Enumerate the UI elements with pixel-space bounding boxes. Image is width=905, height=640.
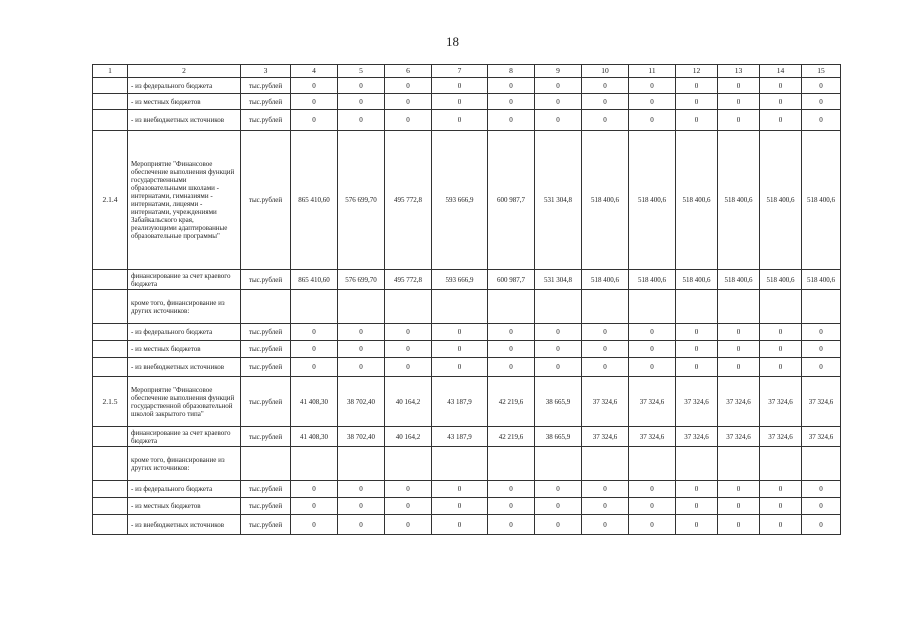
value-cell: 518 400,6	[718, 131, 760, 270]
value-cell: 0	[802, 341, 841, 358]
value-cell: 37 324,6	[676, 427, 718, 447]
value-cell	[338, 447, 385, 481]
value-cell	[582, 447, 629, 481]
value-cell: 0	[802, 498, 841, 515]
row-name: - из внебюджетных источников	[128, 515, 241, 535]
value-cell: 0	[488, 324, 535, 341]
column-number: 2	[128, 65, 241, 78]
value-cell: 0	[760, 324, 802, 341]
value-cell: 0	[676, 110, 718, 131]
value-cell: 0	[802, 358, 841, 377]
value-cell: 0	[488, 498, 535, 515]
row-unit: тыс.рублей	[241, 481, 291, 498]
column-number: 5	[338, 65, 385, 78]
column-number: 10	[582, 65, 629, 78]
column-number: 15	[802, 65, 841, 78]
value-cell: 37 324,6	[582, 377, 629, 427]
row-unit: тыс.рублей	[241, 110, 291, 131]
row-code	[93, 324, 128, 341]
value-cell: 40 164,2	[385, 427, 432, 447]
row-name: Мероприятие "Финансовое обеспечение выполнения функций государственной образовательной школой закрытого типа"	[128, 377, 241, 427]
table-row	[93, 324, 841, 341]
row-code	[93, 515, 128, 535]
value-cell: 518 400,6	[802, 270, 841, 290]
value-cell: 0	[535, 481, 582, 498]
value-cell	[338, 290, 385, 324]
value-cell: 0	[535, 110, 582, 131]
value-cell: 0	[582, 110, 629, 131]
value-cell: 0	[432, 110, 488, 131]
value-cell: 0	[535, 324, 582, 341]
value-cell: 37 324,6	[676, 377, 718, 427]
value-cell: 0	[582, 498, 629, 515]
value-cell: 518 400,6	[718, 270, 760, 290]
value-cell: 0	[535, 341, 582, 358]
value-cell: 0	[582, 94, 629, 110]
value-cell: 0	[802, 78, 841, 94]
value-cell: 0	[291, 515, 338, 535]
value-cell: 0	[432, 481, 488, 498]
value-cell: 0	[676, 481, 718, 498]
value-cell: 600 987,7	[488, 270, 535, 290]
value-cell: 0	[802, 324, 841, 341]
column-number: 3	[241, 65, 291, 78]
value-cell	[718, 290, 760, 324]
value-cell: 0	[802, 94, 841, 110]
value-cell	[432, 290, 488, 324]
value-cell: 0	[718, 110, 760, 131]
value-cell: 0	[535, 498, 582, 515]
row-name: - из федерального бюджета	[128, 324, 241, 341]
value-cell: 42 219,6	[488, 427, 535, 447]
row-name: - из местных бюджетов	[128, 498, 241, 515]
table-row	[93, 447, 841, 481]
value-cell: 531 304,8	[535, 270, 582, 290]
value-cell: 0	[338, 78, 385, 94]
value-cell: 0	[582, 324, 629, 341]
row-name: - из местных бюджетов	[128, 341, 241, 358]
value-cell: 495 772,8	[385, 131, 432, 270]
value-cell: 0	[488, 341, 535, 358]
value-cell: 0	[291, 498, 338, 515]
value-cell: 41 408,30	[291, 377, 338, 427]
table-row	[93, 131, 841, 270]
value-cell: 0	[582, 341, 629, 358]
row-name: финансирование за счет краевого бюджета	[128, 270, 241, 290]
row-unit: тыс.рублей	[241, 131, 291, 270]
column-number: 11	[629, 65, 676, 78]
row-unit: тыс.рублей	[241, 377, 291, 427]
value-cell	[629, 447, 676, 481]
value-cell: 518 400,6	[676, 270, 718, 290]
value-cell: 0	[432, 78, 488, 94]
value-cell	[385, 447, 432, 481]
row-name: кроме того, финансирование из других источников:	[128, 447, 241, 481]
value-cell: 0	[760, 341, 802, 358]
value-cell: 865 410,60	[291, 131, 338, 270]
value-cell: 0	[338, 515, 385, 535]
row-code	[93, 447, 128, 481]
value-cell: 0	[760, 110, 802, 131]
value-cell: 0	[338, 324, 385, 341]
row-code	[93, 78, 128, 94]
value-cell: 0	[676, 358, 718, 377]
row-name: - из федерального бюджета	[128, 481, 241, 498]
value-cell: 0	[385, 341, 432, 358]
value-cell: 0	[385, 481, 432, 498]
value-cell: 0	[432, 341, 488, 358]
value-cell	[760, 290, 802, 324]
value-cell: 0	[432, 324, 488, 341]
value-cell: 0	[629, 498, 676, 515]
value-cell: 518 400,6	[676, 131, 718, 270]
value-cell: 0	[291, 78, 338, 94]
value-cell: 0	[802, 481, 841, 498]
column-number: 14	[760, 65, 802, 78]
value-cell: 0	[676, 341, 718, 358]
value-cell: 37 324,6	[802, 427, 841, 447]
value-cell: 0	[718, 78, 760, 94]
value-cell: 0	[291, 481, 338, 498]
value-cell: 0	[488, 110, 535, 131]
value-cell: 0	[385, 94, 432, 110]
table-body	[93, 65, 841, 535]
value-cell: 43 187,9	[432, 377, 488, 427]
value-cell: 0	[629, 481, 676, 498]
value-cell: 0	[760, 78, 802, 94]
value-cell: 0	[338, 110, 385, 131]
value-cell: 42 219,6	[488, 377, 535, 427]
value-cell: 40 164,2	[385, 377, 432, 427]
table-row	[93, 110, 841, 131]
value-cell: 0	[535, 94, 582, 110]
value-cell	[535, 447, 582, 481]
value-cell: 865 410,60	[291, 270, 338, 290]
row-code: 2.1.5	[93, 377, 128, 427]
value-cell: 0	[432, 358, 488, 377]
row-unit: тыс.рублей	[241, 270, 291, 290]
value-cell: 0	[432, 515, 488, 535]
row-unit: тыс.рублей	[241, 324, 291, 341]
row-unit: тыс.рублей	[241, 427, 291, 447]
value-cell: 0	[291, 324, 338, 341]
value-cell	[802, 447, 841, 481]
column-number: 13	[718, 65, 760, 78]
value-cell	[535, 290, 582, 324]
value-cell: 0	[582, 358, 629, 377]
value-cell: 0	[338, 94, 385, 110]
row-name: кроме того, финансирование из других источников:	[128, 290, 241, 324]
row-code	[93, 358, 128, 377]
value-cell: 0	[432, 94, 488, 110]
row-code	[93, 94, 128, 110]
value-cell: 0	[629, 515, 676, 535]
value-cell: 0	[291, 358, 338, 377]
value-cell	[488, 447, 535, 481]
row-code	[93, 341, 128, 358]
value-cell: 0	[629, 110, 676, 131]
row-code	[93, 270, 128, 290]
table-row	[93, 270, 841, 290]
value-cell: 0	[760, 515, 802, 535]
row-name: - из внебюджетных источников	[128, 358, 241, 377]
value-cell: 518 400,6	[582, 270, 629, 290]
row-code	[93, 481, 128, 498]
value-cell: 600 987,7	[488, 131, 535, 270]
value-cell: 0	[718, 358, 760, 377]
value-cell: 0	[535, 515, 582, 535]
value-cell: 0	[718, 341, 760, 358]
value-cell	[676, 290, 718, 324]
value-cell: 0	[582, 481, 629, 498]
column-number: 9	[535, 65, 582, 78]
value-cell	[385, 290, 432, 324]
value-cell: 0	[385, 358, 432, 377]
row-code	[93, 427, 128, 447]
value-cell: 0	[385, 78, 432, 94]
value-cell: 41 408,30	[291, 427, 338, 447]
value-cell: 0	[676, 324, 718, 341]
row-unit: тыс.рублей	[241, 94, 291, 110]
row-name: финансирование за счет краевого бюджета	[128, 427, 241, 447]
budget-table	[92, 64, 841, 535]
value-cell	[760, 447, 802, 481]
value-cell: 0	[488, 358, 535, 377]
value-cell: 0	[629, 341, 676, 358]
value-cell: 43 187,9	[432, 427, 488, 447]
value-cell: 0	[629, 324, 676, 341]
value-cell: 0	[385, 498, 432, 515]
value-cell: 0	[582, 78, 629, 94]
column-number: 6	[385, 65, 432, 78]
value-cell: 0	[488, 481, 535, 498]
value-cell: 0	[718, 481, 760, 498]
row-name: - из местных бюджетов	[128, 94, 241, 110]
value-cell: 0	[338, 481, 385, 498]
value-cell: 38 702,40	[338, 427, 385, 447]
value-cell: 0	[291, 110, 338, 131]
row-name: - из внебюджетных источников	[128, 110, 241, 131]
value-cell: 0	[760, 498, 802, 515]
value-cell: 0	[432, 498, 488, 515]
table-row	[93, 498, 841, 515]
value-cell: 531 304,8	[535, 131, 582, 270]
value-cell: 37 324,6	[760, 427, 802, 447]
value-cell: 0	[760, 94, 802, 110]
value-cell: 0	[385, 515, 432, 535]
value-cell: 37 324,6	[629, 377, 676, 427]
value-cell: 37 324,6	[718, 377, 760, 427]
value-cell	[488, 290, 535, 324]
value-cell	[291, 447, 338, 481]
row-code	[93, 498, 128, 515]
column-number: 12	[676, 65, 718, 78]
value-cell	[629, 290, 676, 324]
value-cell: 37 324,6	[802, 377, 841, 427]
value-cell: 0	[535, 78, 582, 94]
value-cell: 0	[535, 358, 582, 377]
row-unit: тыс.рублей	[241, 515, 291, 535]
value-cell: 518 400,6	[629, 131, 676, 270]
value-cell: 38 665,9	[535, 377, 582, 427]
value-cell	[432, 447, 488, 481]
table-row	[93, 377, 841, 427]
value-cell	[582, 290, 629, 324]
column-number: 4	[291, 65, 338, 78]
value-cell: 0	[385, 324, 432, 341]
value-cell: 0	[676, 78, 718, 94]
value-cell	[291, 290, 338, 324]
value-cell: 518 400,6	[629, 270, 676, 290]
row-unit: тыс.рублей	[241, 341, 291, 358]
value-cell: 0	[760, 481, 802, 498]
table-row	[93, 481, 841, 498]
value-cell: 0	[629, 358, 676, 377]
value-cell	[676, 447, 718, 481]
column-number: 1	[93, 65, 128, 78]
row-code: 2.1.4	[93, 131, 128, 270]
column-number: 7	[432, 65, 488, 78]
value-cell: 38 702,40	[338, 377, 385, 427]
value-cell: 0	[802, 515, 841, 535]
value-cell: 37 324,6	[582, 427, 629, 447]
value-cell: 0	[760, 358, 802, 377]
row-unit: тыс.рублей	[241, 78, 291, 94]
value-cell: 37 324,6	[718, 427, 760, 447]
row-name: - из федерального бюджета	[128, 78, 241, 94]
value-cell: 576 699,70	[338, 270, 385, 290]
column-number: 8	[488, 65, 535, 78]
table-row	[93, 290, 841, 324]
row-unit	[241, 290, 291, 324]
value-cell: 37 324,6	[629, 427, 676, 447]
row-unit	[241, 447, 291, 481]
value-cell: 0	[718, 94, 760, 110]
value-cell: 495 772,8	[385, 270, 432, 290]
value-cell: 37 324,6	[760, 377, 802, 427]
value-cell: 0	[629, 78, 676, 94]
value-cell: 518 400,6	[760, 270, 802, 290]
value-cell: 0	[718, 515, 760, 535]
row-unit: тыс.рублей	[241, 358, 291, 377]
value-cell: 576 699,70	[338, 131, 385, 270]
value-cell: 0	[488, 94, 535, 110]
value-cell: 0	[676, 94, 718, 110]
value-cell: 518 400,6	[760, 131, 802, 270]
value-cell	[802, 290, 841, 324]
value-cell: 0	[676, 498, 718, 515]
value-cell: 0	[488, 515, 535, 535]
value-cell: 593 666,9	[432, 270, 488, 290]
table-row	[93, 78, 841, 94]
column-number-row	[93, 65, 841, 78]
row-unit: тыс.рублей	[241, 498, 291, 515]
row-code	[93, 290, 128, 324]
value-cell: 0	[676, 515, 718, 535]
row-name: Мероприятие "Финансовое обеспечение выполнения функций государственными образовательными школами - интернатами, гимназиями - интернатами, лицеями - интернатами, учреждениями Забайкальского края, реализующими адаптированные образовательные программы"	[128, 131, 241, 270]
row-code	[93, 110, 128, 131]
value-cell: 0	[338, 341, 385, 358]
table-row	[93, 358, 841, 377]
table-row	[93, 515, 841, 535]
table-row	[93, 94, 841, 110]
value-cell	[718, 447, 760, 481]
value-cell: 0	[718, 498, 760, 515]
table-row	[93, 341, 841, 358]
value-cell: 0	[291, 94, 338, 110]
value-cell: 518 400,6	[582, 131, 629, 270]
table-row	[93, 427, 841, 447]
value-cell: 0	[582, 515, 629, 535]
value-cell: 0	[291, 341, 338, 358]
value-cell: 0	[802, 110, 841, 131]
value-cell: 0	[338, 498, 385, 515]
value-cell: 0	[488, 78, 535, 94]
value-cell: 0	[718, 324, 760, 341]
value-cell: 0	[385, 110, 432, 131]
page-number: 18	[446, 34, 459, 49]
value-cell: 593 666,9	[432, 131, 488, 270]
value-cell: 38 665,9	[535, 427, 582, 447]
value-cell: 0	[338, 358, 385, 377]
value-cell: 518 400,6	[802, 131, 841, 270]
value-cell: 0	[629, 94, 676, 110]
